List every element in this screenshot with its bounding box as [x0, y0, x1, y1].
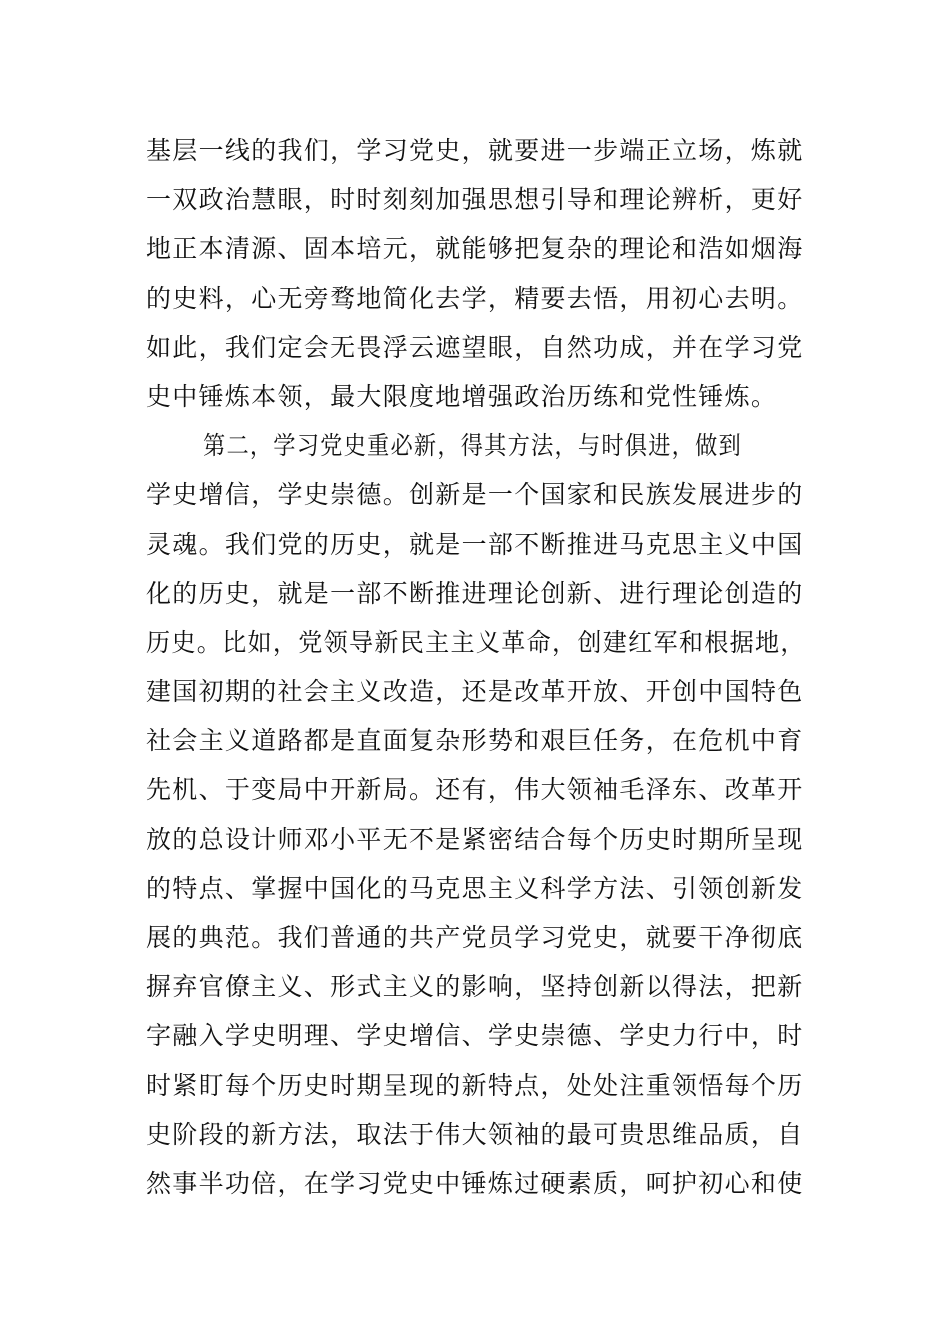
text-line: 字融入学史明理、学史增信、学史崇德、学史力行中，时 [146, 1021, 804, 1051]
text-line: 灵魂。我们党的历史，就是一部不断推进马克思主义中国 [146, 529, 804, 559]
text-line: 先机、于变局中开新局。还有，伟大领袖毛泽东、改革开 [146, 775, 804, 805]
text-line: 然事半功倍，在学习党史中锤炼过硬素质，呵护初心和使 [146, 1168, 804, 1198]
body-text [146, 126, 806, 1208]
text-line: 的特点、掌握中国化的马克思主义科学方法、引领创新发 [146, 873, 804, 903]
text-line: 学史增信，学史崇德。创新是一个国家和民族发展进步的 [146, 480, 804, 510]
text-line: 地正本清源、固本培元，就能够把复杂的理论和浩如烟海 [146, 234, 804, 264]
text-line: 时紧盯每个历史时期呈现的新特点，处处注重领悟每个历 [146, 1070, 804, 1100]
text-line: 建国初期的社会主义改造，还是改革开放、开创中国特色 [146, 677, 804, 707]
text-line: 摒弃官僚主义、形式主义的影响，坚持创新以得法，把新 [146, 972, 804, 1002]
text-line: 如此，我们定会无畏浮云遮望眼，自然功成，并在学习党 [146, 332, 804, 362]
text-line: 的史料，心无旁骛地简化去学，精要去悟，用初心去明。 [146, 283, 804, 313]
text-line: 历史。比如，党领导新民主主义革命，创建红军和根据地， [146, 627, 806, 657]
text-line: 放的总设计师邓小平无不是紧密结合每个历史时期所呈现 [146, 824, 804, 854]
text-line: 史中锤炼本领，最大限度地增强政治历练和党性锤炼。 [146, 381, 778, 411]
text-line: 社会主义道路都是直面复杂形势和艰巨任务，在危机中育 [146, 726, 804, 756]
text-line: 第二，学习党史重必新，得其方法，与时俱进，做到 [203, 431, 742, 461]
text-line: 基层一线的我们，学习党史，就要进一步端正立场，炼就 [146, 136, 804, 165]
text-line: 化的历史，就是一部不断推进理论创新、进行理论创造的 [146, 578, 804, 608]
text-line: 一双政治慧眼，时时刻刻加强思想引导和理论辨析，更好 [146, 185, 804, 215]
text-line: 史阶段的新方法，取法于伟大领袖的最可贵思维品质，自 [146, 1119, 804, 1149]
text-line: 展的典范。我们普通的共产党员学习党史，就要干净彻底 [146, 923, 804, 952]
